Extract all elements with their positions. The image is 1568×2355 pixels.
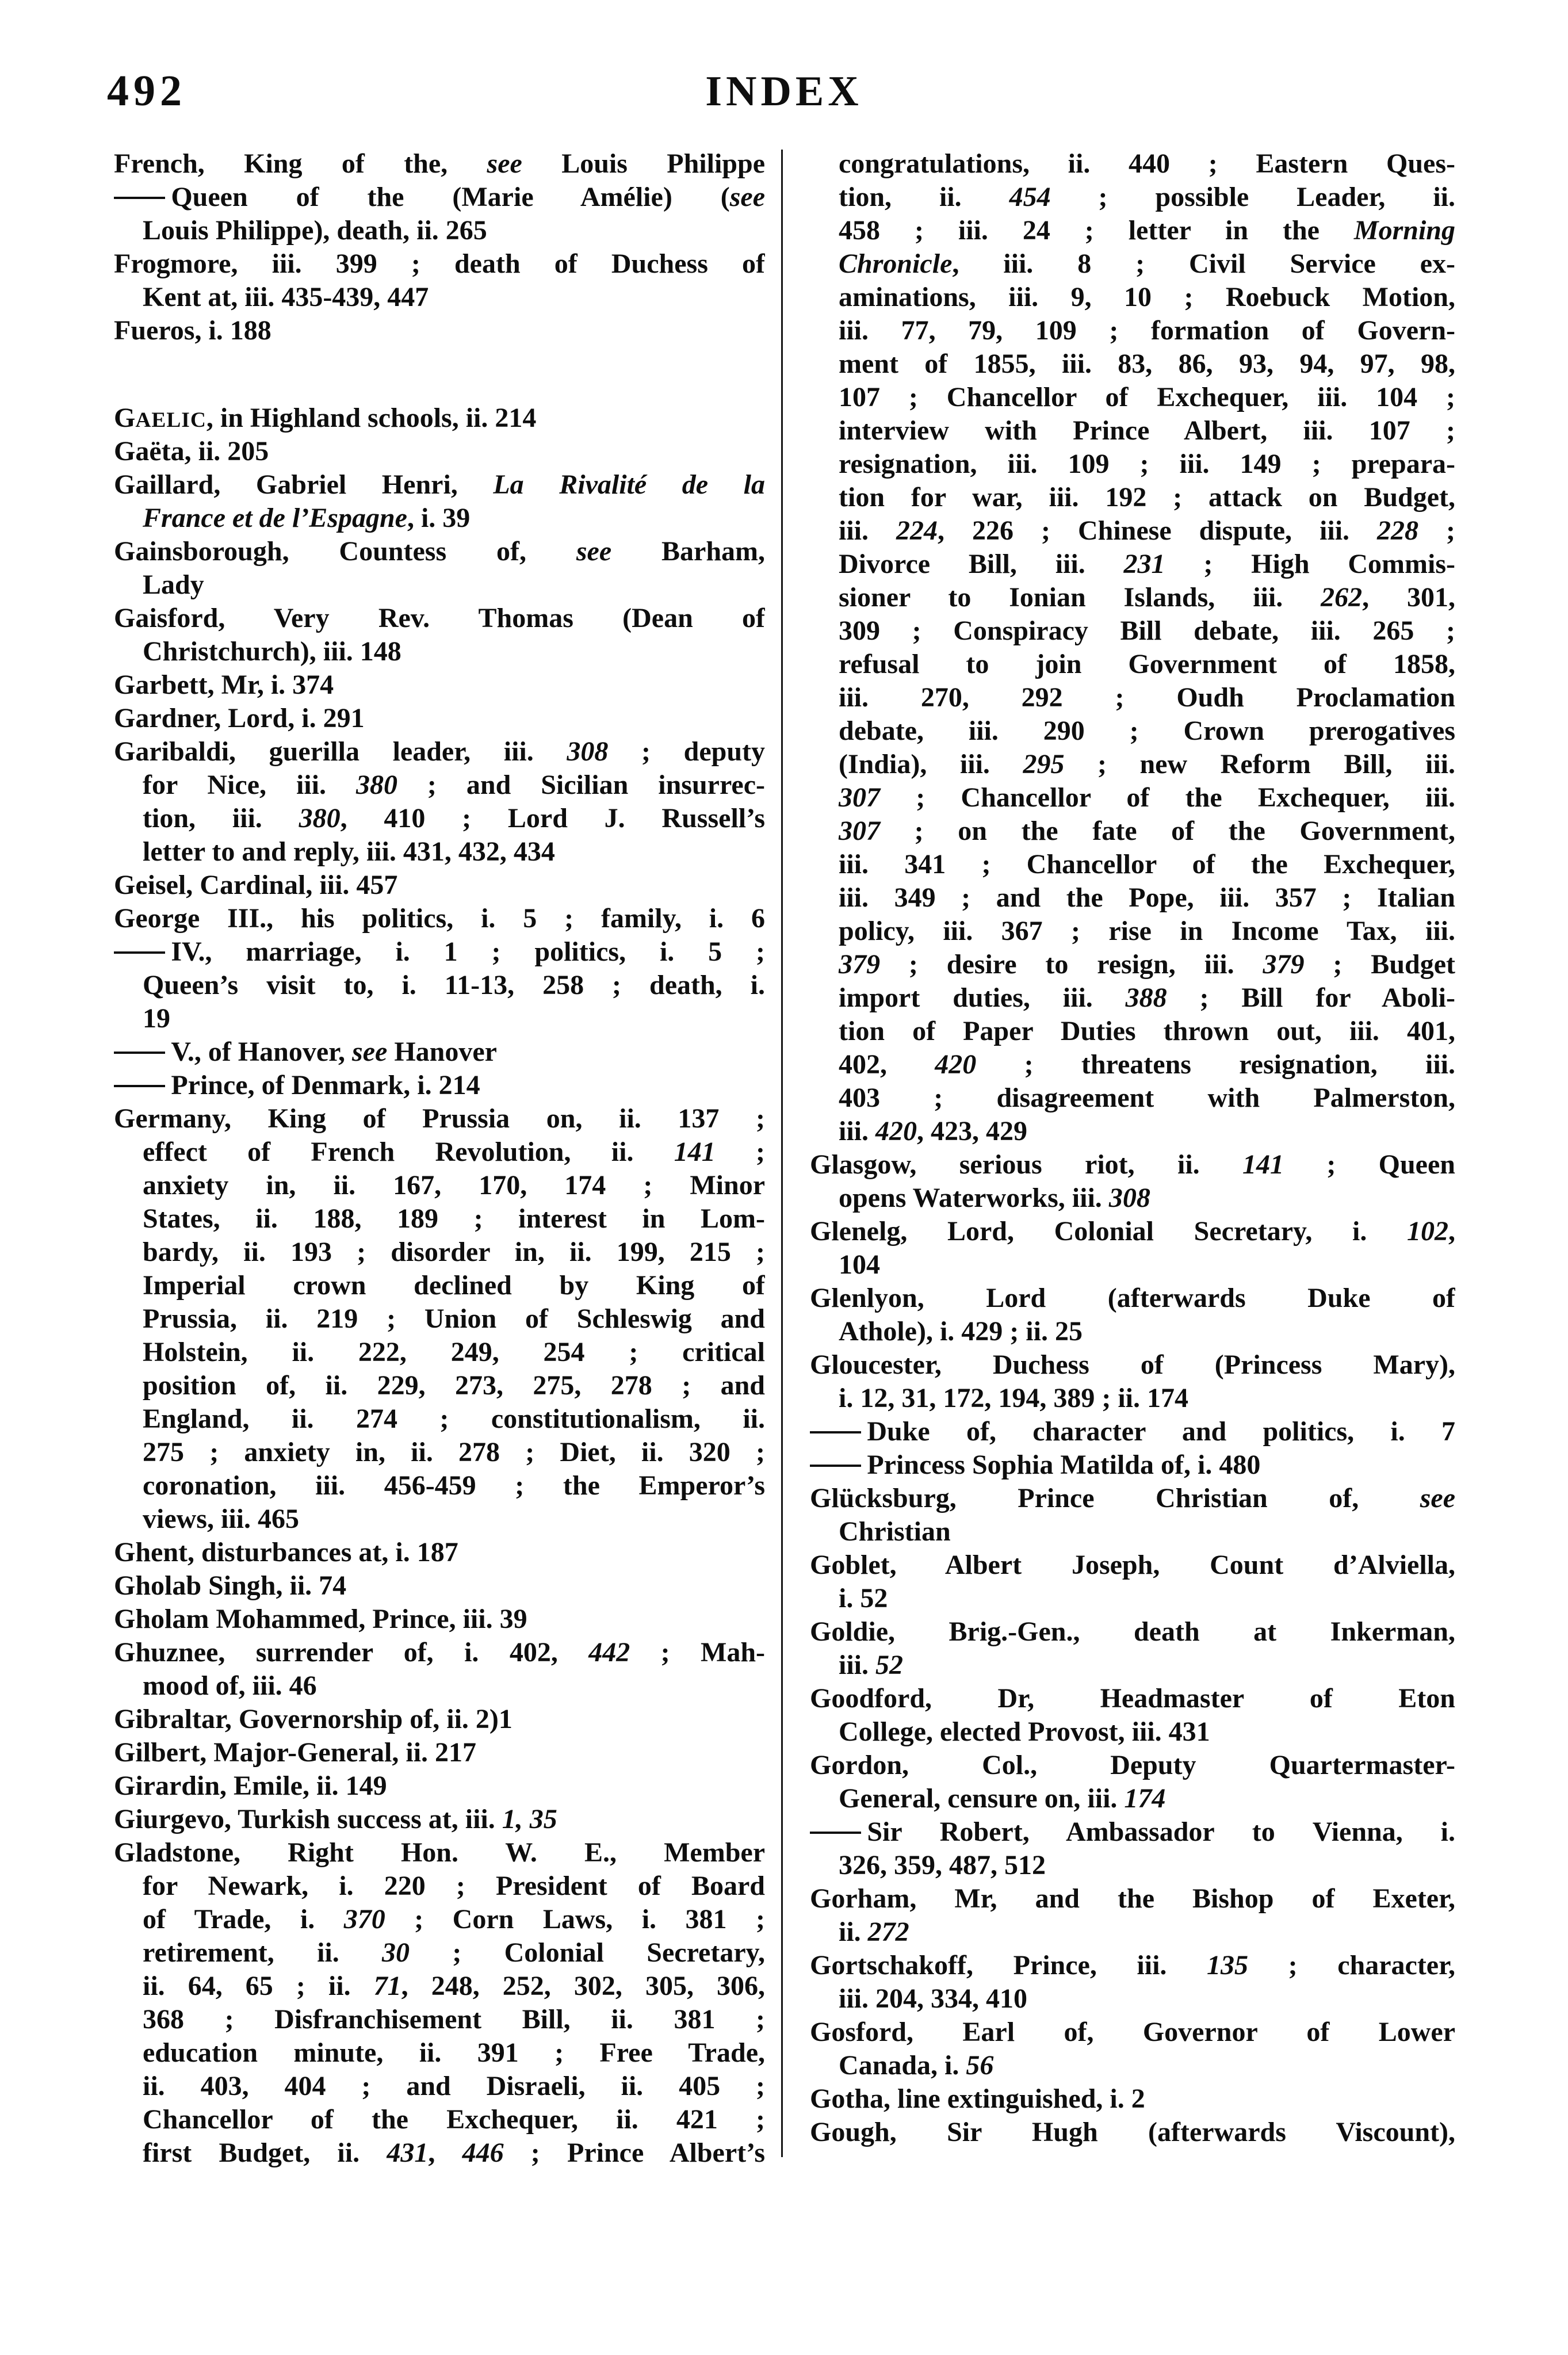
index-line: Gloucester, Duchess of (Princess Mary), xyxy=(810,1349,1455,1380)
index-column-right xyxy=(810,147,1455,2149)
repeat-entry-dash xyxy=(810,1832,861,1834)
index-line: iii. 349 ; and the Pope, iii. 357 ; Italian xyxy=(839,882,1455,913)
index-line: Christchurch), iii. 148 xyxy=(143,636,401,667)
index-line: congratulations, ii. 440 ; Eastern Ques- xyxy=(839,148,1455,179)
index-line: 307 ; Chancellor of the Exchequer, iii. xyxy=(839,782,1455,813)
repeat-entry-dash xyxy=(114,197,165,199)
index-line: debate, iii. 290 ; Crown prerogatives xyxy=(839,716,1455,746)
index-line: bardy, ii. 193 ; disorder in, ii. 199, 215 ; xyxy=(143,1237,765,1267)
index-line: Girardin, Emile, ii. 149 xyxy=(114,1771,387,1801)
index-line: coronation, iii. 456-459 ; the Emperor’s xyxy=(143,1470,765,1501)
index-line: Prussia, ii. 219 ; Union of Schleswig and xyxy=(143,1303,765,1334)
index-line: i. 52 xyxy=(839,1583,888,1614)
index-line: tion for war, iii. 192 ; attack on Budget, xyxy=(839,482,1455,513)
index-line: position of, ii. 229, 273, 275, 278 ; and xyxy=(143,1370,765,1401)
index-line: Duke of, character and politics, i. 7 xyxy=(810,1415,1455,1448)
index-line: iii. 270, 292 ; Oudh Proclamation xyxy=(839,682,1455,713)
index-line: anxiety in, ii. 167, 170, 174 ; Minor xyxy=(143,1170,765,1201)
index-line: 403 ; disagreement with Palmerston, xyxy=(839,1083,1455,1113)
index-line: sioner to Ionian Islands, iii. 262, 301, xyxy=(839,582,1455,613)
index-line: letter to and reply, iii. 431, 432, 434 xyxy=(143,836,555,867)
index-line: ii. 272 xyxy=(839,1917,909,1947)
index-line: for Nice, iii. 380 ; and Sicilian insurrec- xyxy=(143,770,765,800)
index-line: Gaillard, Gabriel Henri, La Rivalité de la xyxy=(114,469,765,500)
index-line: Glasgow, serious riot, ii. 141 ; Queen xyxy=(810,1149,1455,1180)
index-line: Ghent, disturbances at, i. 187 xyxy=(114,1537,458,1568)
index-line: General, censure on, iii. 174 xyxy=(839,1783,1166,1814)
page-title: INDEX xyxy=(705,68,863,115)
index-line: Germany, King of Prussia on, ii. 137 ; xyxy=(114,1103,765,1134)
index-line: 19 xyxy=(143,1003,170,1034)
index-line: Gotha, line extinguished, i. 2 xyxy=(810,2083,1145,2114)
index-line: Garibaldi, guerilla leader, iii. 308 ; deputy xyxy=(114,736,765,767)
index-line: retirement, ii. 30 ; Colonial Secretary, xyxy=(143,1937,765,1968)
index-line: ii. 64, 65 ; ii. 71, 248, 252, 302, 305, 306, xyxy=(143,1971,765,2001)
index-line: 307 ; on the fate of the Government, xyxy=(839,816,1455,846)
index-line: Gortschakoff, Prince, iii. 135 ; character, xyxy=(810,1950,1455,1981)
index-line: France et de l’Espagne, i. 39 xyxy=(143,503,471,533)
index-line: ment of 1855, iii. 83, 86, 93, 94, 97, 98, xyxy=(839,349,1455,379)
index-line: Chancellor of the Exchequer, ii. 421 ; xyxy=(143,2104,765,2135)
index-line: Fueros, i. 188 xyxy=(114,315,271,346)
index-line: Gholam Mohammed, Prince, iii. 39 xyxy=(114,1604,527,1634)
section-gap xyxy=(114,347,765,402)
column-divider-rule xyxy=(781,150,783,2157)
index-line: 275 ; anxiety in, ii. 278 ; Diet, ii. 320 ; xyxy=(143,1437,765,1467)
index-line: Goldie, Brig.-Gen., death at Inkerman, xyxy=(810,1616,1455,1647)
index-line: 326, 359, 487, 512 xyxy=(839,1850,1046,1880)
index-line: Gosford, Earl of, Governor of Lower xyxy=(810,2017,1455,2047)
index-line: Garbett, Mr, i. 374 xyxy=(114,670,334,700)
index-line: Louis Philippe), death, ii. 265 xyxy=(143,215,487,246)
index-line: States, ii. 188, 189 ; interest in Lom- xyxy=(143,1203,765,1234)
index-line: Gilbert, Major-General, ii. 217 xyxy=(114,1737,477,1768)
index-line: Athole), i. 429 ; ii. 25 xyxy=(839,1316,1083,1347)
index-line: Gordon, Col., Deputy Quartermaster- xyxy=(810,1750,1455,1780)
index-line: Gainsborough, Countess of, see Barham, xyxy=(114,536,765,567)
index-line: 368 ; Disfranchisement Bill, ii. 381 ; xyxy=(143,2004,765,2035)
repeat-entry-dash xyxy=(810,1465,861,1467)
index-line: Christian xyxy=(839,1516,951,1547)
index-line: Kent at, iii. 435-439, 447 xyxy=(143,282,429,312)
index-line: Frogmore, iii. 399 ; death of Duchess of xyxy=(114,249,765,279)
index-line: Gough, Sir Hugh (afterwards Viscount), xyxy=(810,2117,1455,2147)
repeat-entry-dash xyxy=(114,1052,165,1054)
index-line: 402, 420 ; threatens resignation, iii. xyxy=(839,1049,1455,1080)
index-line: IV., marriage, i. 1 ; politics, i. 5 ; xyxy=(114,935,765,969)
index-line: Glenelg, Lord, Colonial Secretary, i. 102, xyxy=(810,1216,1455,1247)
index-line: England, ii. 274 ; constitutionalism, ii. xyxy=(143,1404,765,1434)
index-line: Gladstone, Right Hon. W. E., Member xyxy=(114,1837,765,1868)
index-line: tion of Paper Duties thrown out, iii. 401, xyxy=(839,1016,1455,1046)
index-line: mood of, iii. 46 xyxy=(143,1670,317,1701)
index-line: Holstein, ii. 222, 249, 254 ; critical xyxy=(143,1337,765,1367)
index-line: iii. 52 xyxy=(839,1650,904,1680)
index-line: Gorham, Mr, and the Bishop of Exeter, xyxy=(810,1883,1455,1914)
index-line: refusal to join Government of 1858, xyxy=(839,649,1455,679)
index-line: Lady xyxy=(143,569,204,600)
index-line: Glenlyon, Lord (afterwards Duke of xyxy=(810,1283,1455,1313)
index-line: iii. 341 ; Chancellor of the Exchequer, xyxy=(839,849,1455,880)
index-line: tion, iii. 380, 410 ; Lord J. Russell’s xyxy=(143,803,765,834)
index-line: 107 ; Chancellor of Exchequer, iii. 104 ; xyxy=(839,382,1455,412)
index-line: Prince, of Denmark, i. 214 xyxy=(114,1069,765,1102)
index-line: i. 12, 31, 172, 194, 389 ; ii. 174 xyxy=(839,1383,1188,1413)
index-line: Sir Robert, Ambassador to Vienna, i. xyxy=(810,1815,1455,1849)
index-line: (India), iii. 295 ; new Reform Bill, iii. xyxy=(839,749,1455,779)
index-line: Gaisford, Very Rev. Thomas (Dean of xyxy=(114,603,765,633)
index-line: education minute, ii. 391 ; Free Trade, xyxy=(143,2037,765,2068)
page-number: 492 xyxy=(107,67,186,115)
index-line: iii. 420, 423, 429 xyxy=(839,1116,1028,1146)
index-line: GAELIC, in Highland schools, ii. 214 xyxy=(114,403,537,433)
index-line: Gholab Singh, ii. 74 xyxy=(114,1570,347,1601)
index-line: 104 xyxy=(839,1249,880,1280)
index-line: first Budget, ii. 431, 446 ; Prince Albert’s xyxy=(143,2138,765,2168)
index-line: of Trade, i. 370 ; Corn Laws, i. 381 ; xyxy=(143,1904,765,1935)
index-line: Glücksburg, Prince Christian of, see xyxy=(810,1483,1455,1513)
index-line: for Newark, i. 220 ; President of Board xyxy=(143,1871,765,1901)
index-line: Chronicle, iii. 8 ; Civil Service ex- xyxy=(839,249,1455,279)
index-line: 458 ; iii. 24 ; letter in the Morning xyxy=(839,215,1455,246)
index-line: V., of Hanover, see Hanover xyxy=(114,1035,765,1069)
index-line: Gaëta, ii. 205 xyxy=(114,436,269,467)
index-line: Divorce Bill, iii. 231 ; High Commis- xyxy=(839,549,1455,579)
repeat-entry-dash xyxy=(114,951,165,954)
index-line: Giurgevo, Turkish success at, iii. 1, 35 xyxy=(114,1804,557,1834)
index-line: interview with Prince Albert, iii. 107 ; xyxy=(839,415,1455,446)
index-line: iii. 204, 334, 410 xyxy=(839,1983,1028,2014)
index-line: aminations, iii. 9, 10 ; Roebuck Motion, xyxy=(839,282,1455,312)
index-line: ii. 403, 404 ; and Disraeli, ii. 405 ; xyxy=(143,2071,765,2101)
index-line: George III., his politics, i. 5 ; family, i. 6 xyxy=(114,903,765,934)
index-line: Canada, i. 56 xyxy=(839,2050,994,2081)
repeat-entry-dash xyxy=(114,1085,165,1087)
index-line: iii. 224, 226 ; Chinese dispute, iii. 228 ; xyxy=(839,515,1455,546)
index-line: Gardner, Lord, i. 291 xyxy=(114,703,365,733)
index-line: Queen of the (Marie Amélie) (see xyxy=(114,181,765,214)
index-line: 379 ; desire to resign, iii. 379 ; Budget xyxy=(839,949,1455,980)
index-line: Gibraltar, Governorship of, ii. 2)1 xyxy=(114,1704,513,1734)
index-column-left xyxy=(114,147,765,2170)
index-line: Princess Sophia Matilda of, i. 480 xyxy=(810,1448,1455,1482)
index-line: Geisel, Cardinal, iii. 457 xyxy=(114,870,398,900)
index-line: Imperial crown declined by King of xyxy=(143,1270,765,1301)
index-line: opens Waterworks, iii. 308 xyxy=(839,1183,1150,1213)
index-line: Goodford, Dr, Headmaster of Eton xyxy=(810,1683,1455,1714)
index-line: resignation, iii. 109 ; iii. 149 ; prepara- xyxy=(839,449,1455,479)
index-line: French, King of the, see Louis Philippe xyxy=(114,148,765,179)
index-line: iii. 77, 79, 109 ; formation of Govern- xyxy=(839,315,1455,346)
index-line: import duties, iii. 388 ; Bill for Aboli- xyxy=(839,982,1455,1013)
index-line: Queen’s visit to, i. 11-13, 258 ; death, i. xyxy=(143,970,765,1000)
index-line: views, iii. 465 xyxy=(143,1504,299,1534)
index-line: policy, iii. 367 ; rise in Income Tax, iii. xyxy=(839,916,1455,946)
repeat-entry-dash xyxy=(810,1431,861,1433)
index-line: College, elected Provost, iii. 431 xyxy=(839,1716,1210,1747)
index-line: effect of French Revolution, ii. 141 ; xyxy=(143,1137,765,1167)
index-line: tion, ii. 454 ; possible Leader, ii. xyxy=(839,182,1455,212)
index-line: Ghuznee, surrender of, i. 402, 442 ; Mah- xyxy=(114,1637,765,1668)
index-line: 309 ; Conspiracy Bill debate, iii. 265 ; xyxy=(839,615,1455,646)
index-line: Goblet, Albert Joseph, Count d’Alviella, xyxy=(810,1550,1455,1580)
